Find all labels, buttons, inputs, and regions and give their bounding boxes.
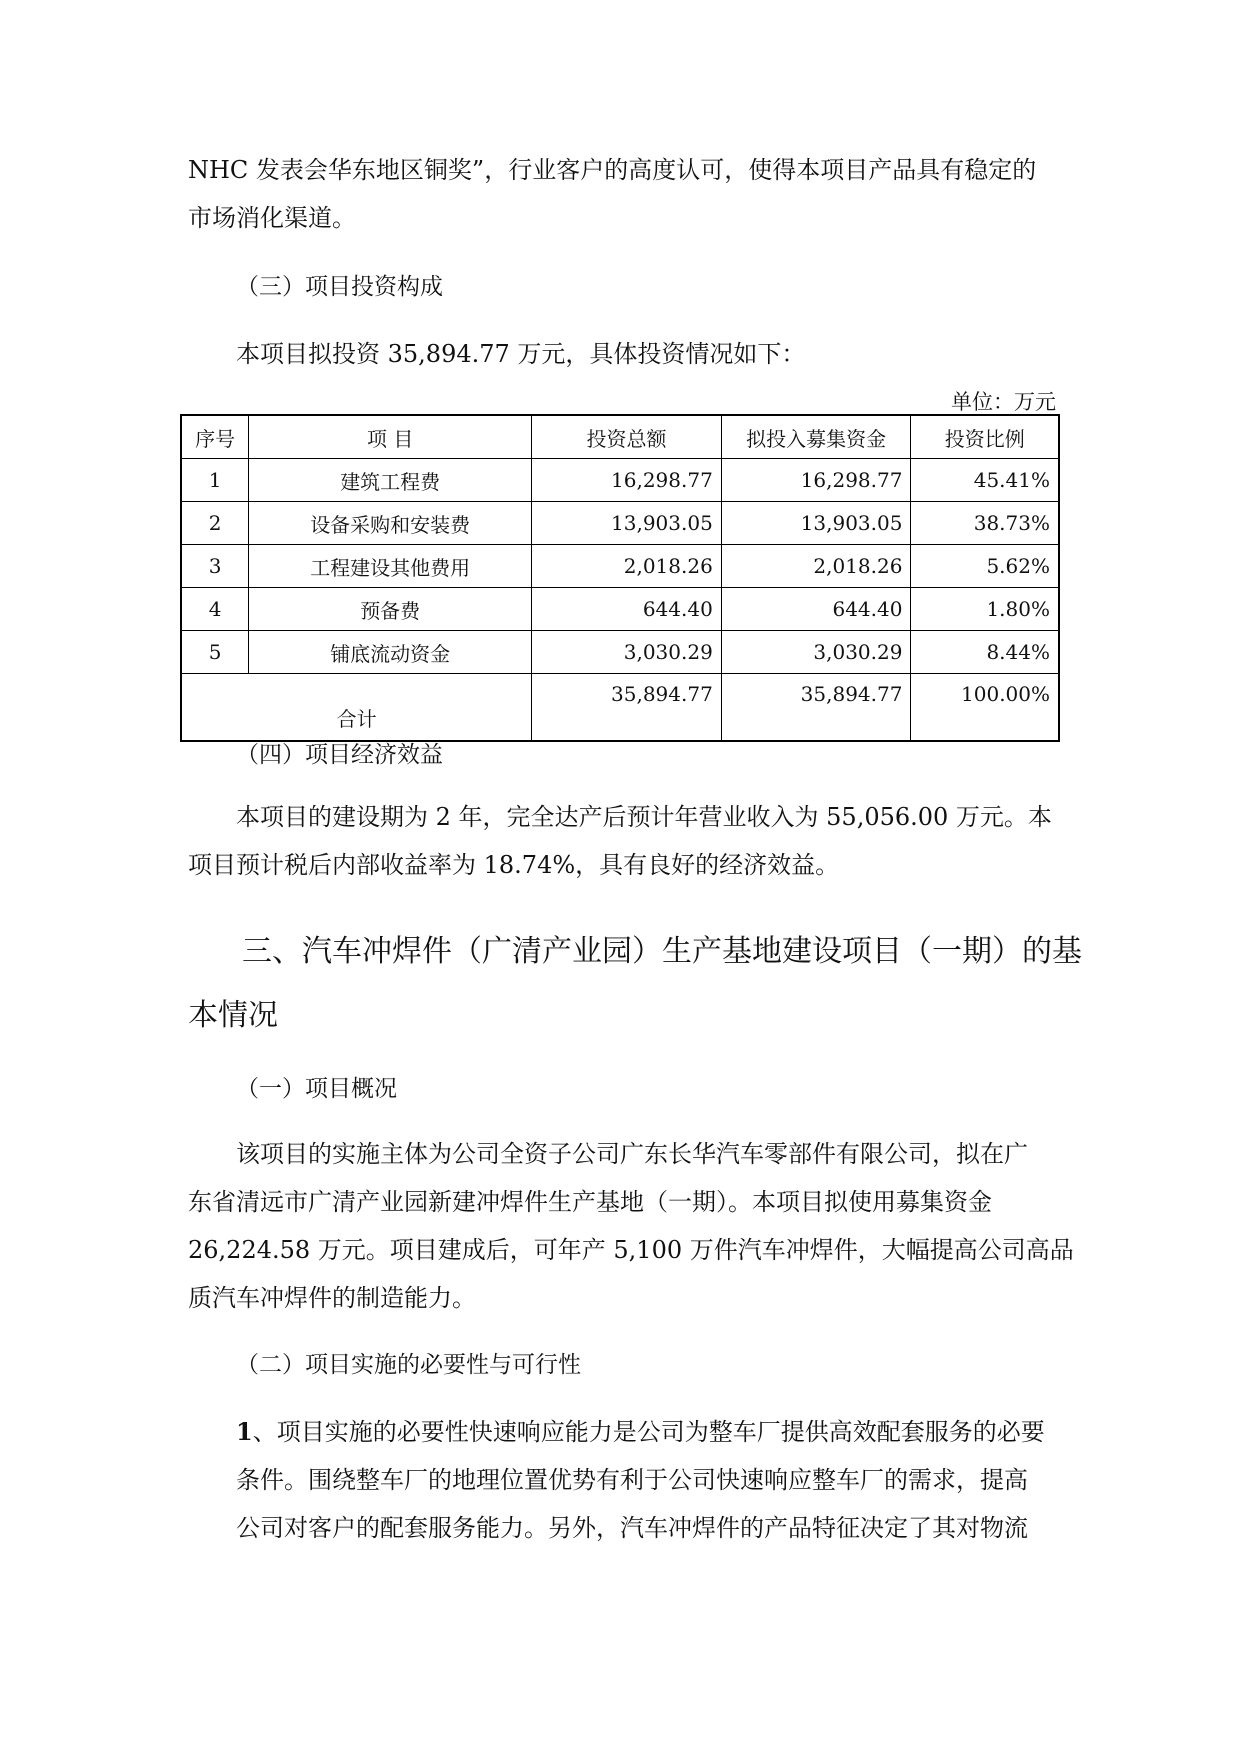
cell-total: 13,903.05: [532, 502, 722, 545]
investment-intro: 本项目拟投资 35,894.77 万元，具体投资情况如下：: [236, 340, 806, 368]
cell-total: 16,298.77: [532, 459, 722, 502]
cell-total: 2,018.26: [532, 545, 722, 588]
cell-item: 预备费: [249, 588, 532, 631]
header-no: 序号: [181, 415, 249, 459]
cell-item: 铺底流动资金: [249, 631, 532, 674]
cell-no: 1: [181, 459, 249, 502]
cell-item: 设备采购和安装费: [249, 502, 532, 545]
header-raised: 拟投入募集资金: [721, 415, 911, 459]
sub-heading-overview: （一）项目概况: [236, 1076, 397, 1102]
cell-raised: 16,298.77: [721, 459, 911, 502]
table-row: [181, 502, 1059, 545]
cell-no: 5: [181, 631, 249, 674]
paragraph-line: 项目预计税后内部收益率为 18.74%，具有良好的经济效益。: [188, 851, 840, 879]
cell-ratio: 1.80%: [911, 588, 1059, 631]
table-unit-label: 单位：万元: [951, 390, 1056, 414]
paragraph-line: 市场消化渠道。: [188, 204, 356, 232]
section-heading-investment: （三）项目投资构成: [236, 274, 443, 300]
cell-ratio: 45.41%: [911, 459, 1059, 502]
item-text: 、项目实施的必要性快速响应能力是公司为整车厂提供高效配套服务的必要: [252, 1418, 1045, 1446]
header-total: 投资总额: [532, 415, 722, 459]
table-row: [181, 631, 1059, 674]
table-header-row: [181, 415, 1059, 459]
cell-no: 2: [181, 502, 249, 545]
paragraph-line: 质汽车冲焊件的制造能力。: [188, 1284, 476, 1312]
table-row: [181, 588, 1059, 631]
cell-item: 工程建设其他费用: [249, 545, 532, 588]
total-amount: 35,894.77: [532, 674, 722, 742]
cell-no: 3: [181, 545, 249, 588]
paragraph-line: 公司对客户的配套服务能力。另外，汽车冲焊件的产品特征决定了其对物流: [236, 1514, 1028, 1542]
cell-raised: 3,030.29: [721, 631, 911, 674]
paragraph-line: 该项目的实施主体为公司全资子公司广东长华汽车零部件有限公司，拟在广: [236, 1140, 1028, 1168]
paragraph-line: [236, 1412, 1045, 1447]
cell-total: 644.40: [532, 588, 722, 631]
cell-item: 建筑工程费: [249, 459, 532, 502]
item-number: 1: [236, 1417, 253, 1446]
table-row: [181, 459, 1059, 502]
paragraph-line: 本项目的建设期为 2 年，完全达产后预计年营业收入为 55,056.00 万元。本: [236, 803, 1052, 831]
paragraph-line: NHC 发表会华东地区铜奖”，行业客户的高度认可，使得本项目产品具有稳定的: [188, 156, 1037, 184]
paragraph-line: 26,224.58 万元。项目建成后，可年产 5,100 万件汽车冲焊件，大幅提高公司高品: [188, 1236, 1074, 1264]
cell-no: 4: [181, 588, 249, 631]
part-title-continued: 本情况: [188, 998, 278, 1033]
cell-ratio: 38.73%: [911, 502, 1059, 545]
header-ratio: 投资比例: [911, 415, 1059, 459]
table-row: [181, 545, 1059, 588]
investment-table: [180, 414, 1060, 742]
cell-raised: 2,018.26: [721, 545, 911, 588]
total-label: 合计: [181, 674, 532, 742]
total-raised: 35,894.77: [721, 674, 911, 742]
sub-heading-necessity: （二）项目实施的必要性与可行性: [236, 1352, 581, 1378]
paragraph-line: 条件。围绕整车厂的地理位置优势有利于公司快速响应整车厂的需求，提高: [236, 1466, 1028, 1494]
cell-raised: 13,903.05: [721, 502, 911, 545]
paragraph-line: 东省清远市广清产业园新建冲焊件生产基地（一期）。本项目拟使用募集资金: [188, 1188, 992, 1216]
section-heading-economics: （四）项目经济效益: [236, 742, 443, 768]
table-total-row: [181, 674, 1059, 742]
part-title: 三、汽车冲焊件（广清产业园）生产基地建设项目（一期）的基: [242, 934, 1082, 969]
total-ratio: 100.00%: [911, 674, 1059, 742]
header-item: 项 目: [249, 415, 532, 459]
cell-ratio: 5.62%: [911, 545, 1059, 588]
cell-ratio: 8.44%: [911, 631, 1059, 674]
cell-raised: 644.40: [721, 588, 911, 631]
cell-total: 3,030.29: [532, 631, 722, 674]
